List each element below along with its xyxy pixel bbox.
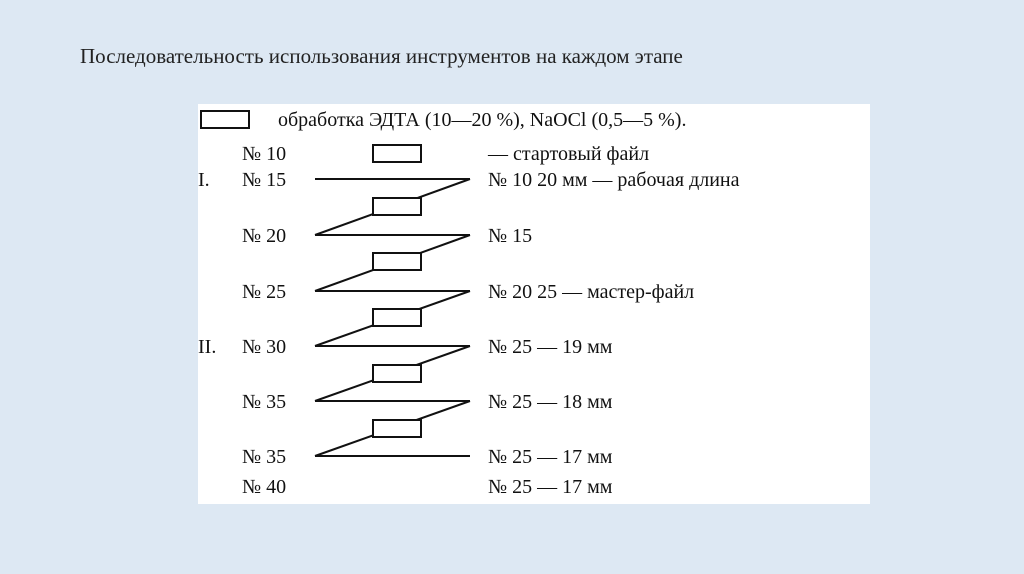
slide-title: Последовательность использования инструментов на каждом этапе xyxy=(80,44,683,68)
instrument-sequence-diagram xyxy=(198,104,870,504)
start-file-text: — стартовый файл xyxy=(488,143,650,165)
right-file-4: № 25 — 19 мм xyxy=(488,336,613,358)
stage-one-label: I. xyxy=(198,169,210,191)
left-file-4: № 30 xyxy=(242,336,287,358)
right-file-6: № 25 — 17 мм xyxy=(488,446,613,468)
left-file-2: № 20 xyxy=(242,225,287,247)
right-file-1: № 10 20 мм — рабочая длина xyxy=(488,169,740,191)
right-file-5: № 25 — 18 мм xyxy=(488,391,613,413)
step-2-irrigation-box xyxy=(373,253,421,270)
left-file-3: № 25 xyxy=(242,281,287,303)
left-file-7: № 40 xyxy=(242,476,287,498)
left-file-1: № 15 xyxy=(242,169,287,191)
stage-two-label: II. xyxy=(198,336,217,358)
step-4-irrigation-box xyxy=(373,365,421,382)
left-file-6: № 35 xyxy=(242,446,287,468)
start-irrigation-box xyxy=(373,145,421,162)
legend-text: обработка ЭДТА (10—20 %), NaOCl (0,5—5 %). xyxy=(278,109,687,131)
right-file-7: № 25 — 17 мм xyxy=(488,476,613,498)
step-1-irrigation-box xyxy=(373,198,421,215)
legend-irrigation-box xyxy=(201,111,249,128)
left-file-5: № 35 xyxy=(242,391,287,413)
step-5-irrigation-box xyxy=(373,420,421,437)
step-3-irrigation-box xyxy=(373,309,421,326)
start-file-label: № 10 xyxy=(242,143,287,165)
right-file-2: № 15 xyxy=(488,225,533,247)
right-file-3: № 20 25 — мастер-файл xyxy=(488,281,695,303)
